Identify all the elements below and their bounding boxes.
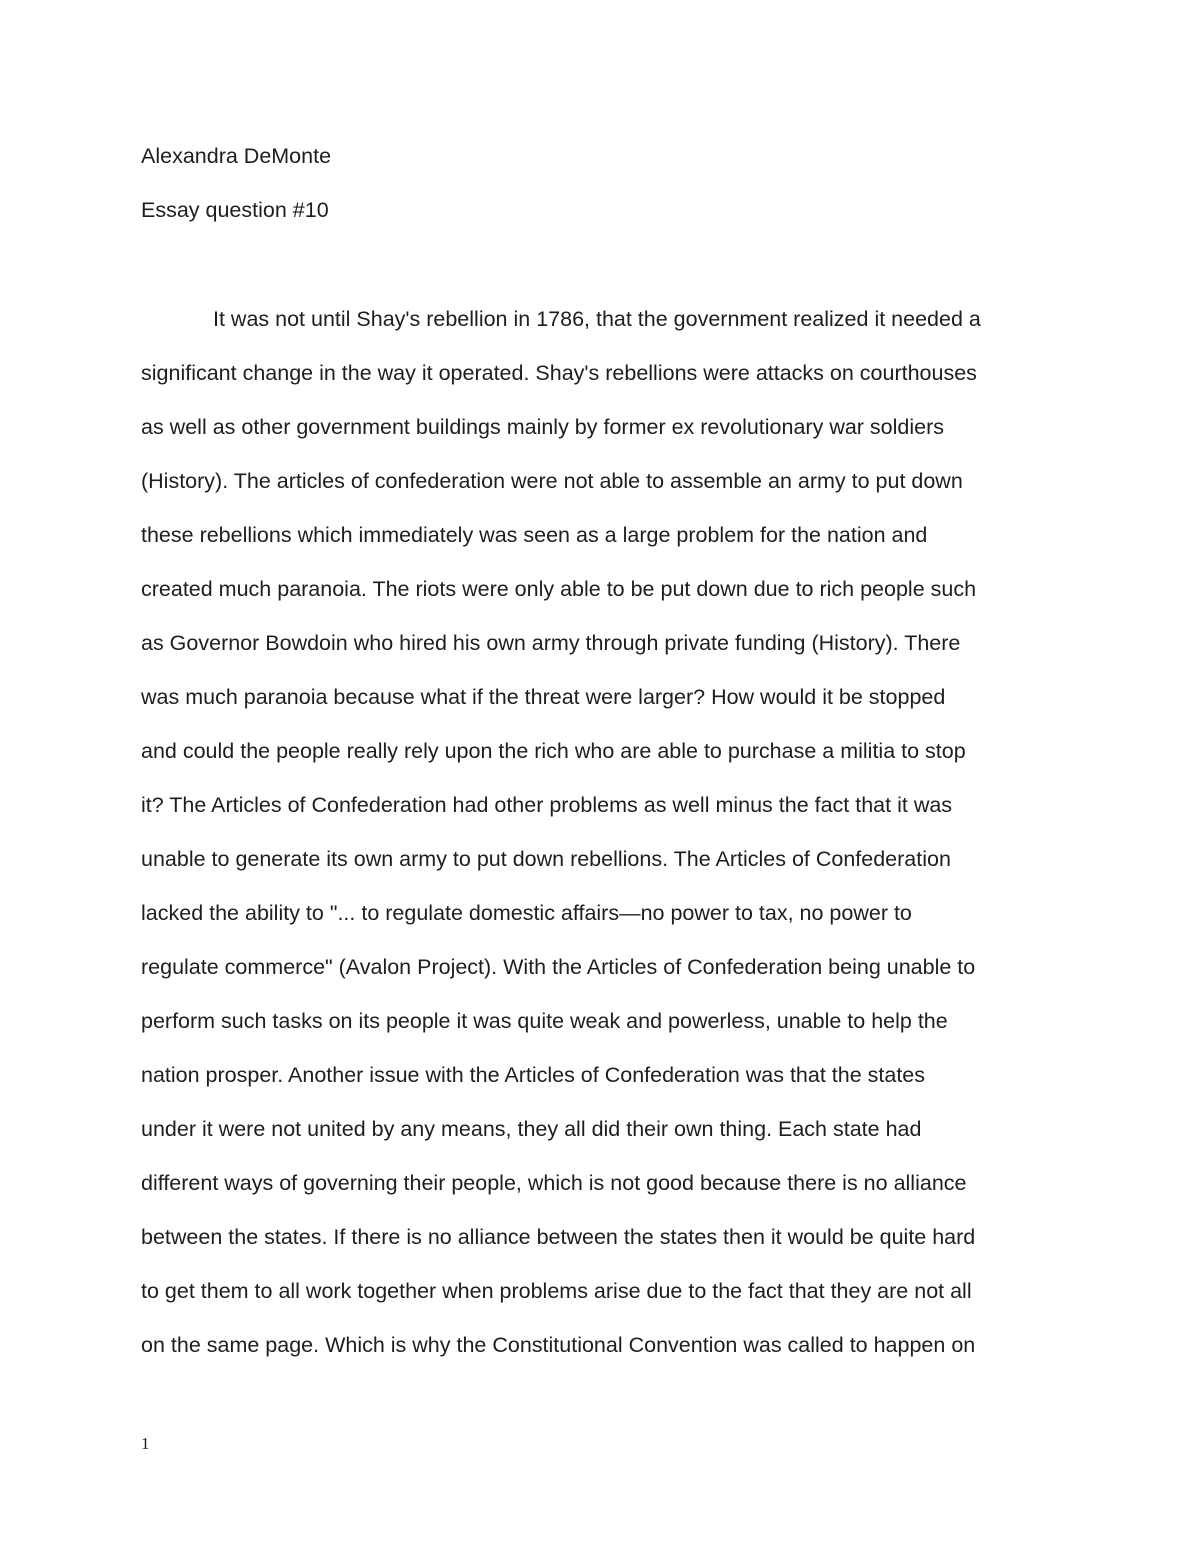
body-line: (History). The articles of confederation were not able to assemble an army to put down: [141, 469, 963, 493]
body-line: created much paranoia. The riots were only able to be put down due to rich people such: [141, 577, 977, 601]
essay-question-title: Essay question #10: [141, 198, 329, 222]
body-line: lacked the ability to "... to regulate domestic affairs—no power to tax, no power to: [141, 901, 912, 925]
page-number: 1: [141, 1434, 150, 1453]
body-line: It was not until Shay's rebellion in 1786, that the government realized it needed a: [213, 307, 981, 331]
body-line: on the same page. Which is why the Constitutional Convention was called to happen on: [141, 1333, 976, 1357]
body-line: to get them to all work together when problems arise due to the fact that they are not all: [141, 1279, 972, 1303]
body-line: as Governor Bowdoin who hired his own army through private funding (History). There: [141, 631, 961, 655]
essay-body: [141, 292, 1081, 1372]
body-line: and could the people really rely upon the rich who are able to purchase a militia to stop: [141, 739, 966, 763]
body-line: these rebellions which immediately was seen as a large problem for the nation and: [141, 523, 928, 547]
body-line: as well as other government buildings mainly by former ex revolutionary war soldiers: [141, 415, 945, 439]
body-line: significant change in the way it operated. Shay's rebellions were attacks on courthouses: [141, 361, 977, 385]
author-name: Alexandra DeMonte: [141, 144, 332, 168]
body-line: regulate commerce" (Avalon Project). With the Articles of Confederation being unable to: [141, 955, 976, 979]
body-line: different ways of governing their people, which is not good because there is no alliance: [141, 1171, 967, 1195]
body-line: it? The Articles of Confederation had other problems as well minus the fact that it was: [141, 793, 953, 817]
body-line: was much paranoia because what if the threat were larger? How would it be stopped: [141, 685, 946, 709]
body-line: unable to generate its own army to put down rebellions. The Articles of Confederation: [141, 847, 951, 871]
body-line: nation prosper. Another issue with the Articles of Confederation was that the states: [141, 1063, 926, 1087]
body-line: under it were not united by any means, they all did their own thing. Each state had: [141, 1117, 922, 1141]
body-line: perform such tasks on its people it was quite weak and powerless, unable to help the: [141, 1009, 948, 1033]
body-line: between the states. If there is no alliance between the states then it would be quite hard: [141, 1225, 976, 1249]
